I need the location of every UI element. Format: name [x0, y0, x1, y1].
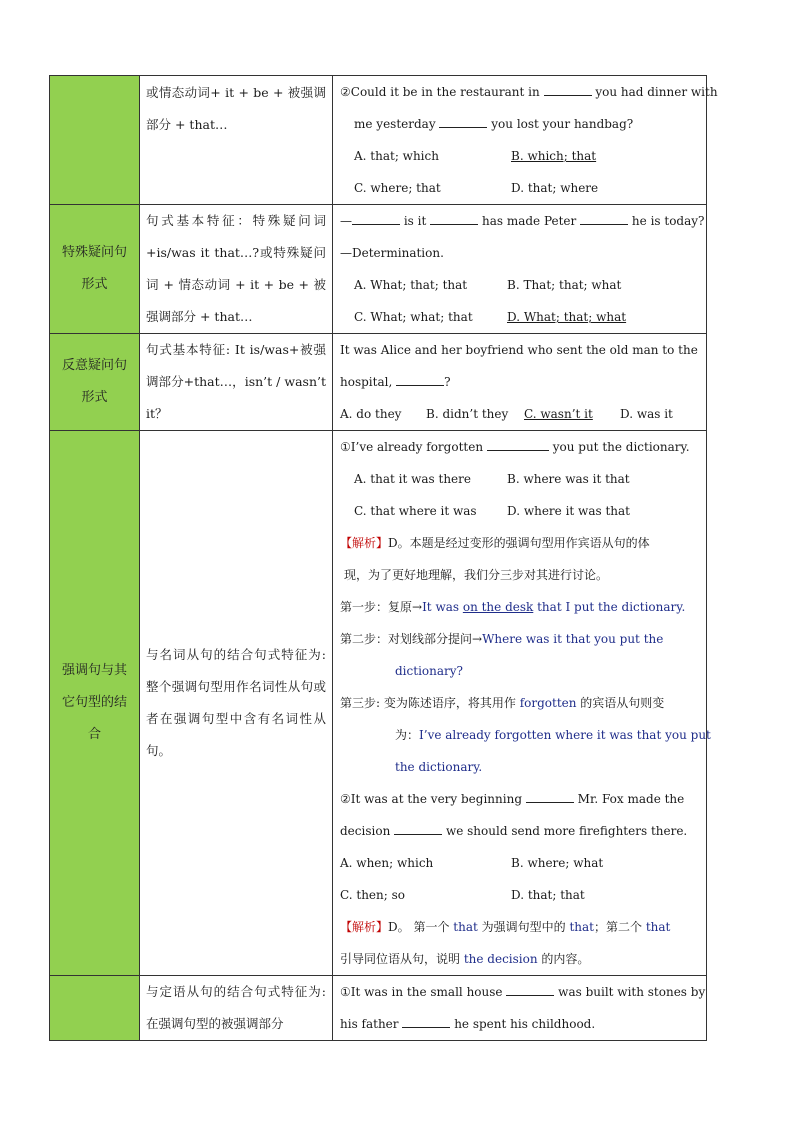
option-a: A. What; that; that	[354, 278, 468, 292]
feature-text: 或情态动词+ it + be + 被强调部分 + that…	[146, 85, 326, 132]
option-a: A. when; which	[340, 856, 434, 870]
options-line	[340, 398, 700, 430]
option-d: D. was it	[620, 407, 673, 421]
table-row	[50, 431, 707, 976]
option-c: C. that where it was	[354, 504, 477, 518]
answer-blank	[506, 983, 554, 996]
options-line	[340, 301, 700, 333]
feature-cell	[140, 76, 333, 205]
options-line	[340, 847, 700, 879]
option-c: C. where; that	[354, 181, 441, 195]
feature-text: 与定语从句的结合句式特征为: 在强调句型的被强调部分	[146, 984, 326, 1031]
answer-blank	[430, 212, 478, 225]
step-line: 第三步: 变为陈述语序，将其用作 forgotten 的宾语从句则变	[340, 696, 665, 710]
example-cell	[333, 76, 718, 205]
feature-cell	[140, 205, 333, 334]
option-d-correct: D. What; that; what	[507, 310, 627, 324]
feature-cell	[140, 334, 333, 431]
step-line: 第二步：对划线部分提问→Where was it that you put the	[340, 632, 664, 646]
option-c: C. What; what; that	[354, 310, 473, 324]
step-line: 第一步：复原→It was on the desk that I put the dictionary.	[340, 600, 686, 614]
option-b: B. where was it that	[507, 472, 630, 486]
option-a: A. that it was there	[354, 472, 471, 486]
table-row	[50, 76, 707, 205]
example-cell	[333, 205, 707, 334]
answer-line: —Determination.	[340, 246, 444, 260]
feature-text: 句式基本特征：特殊疑问词+is/was it that…?或特殊疑问词 + 情态动词 + it + be + 被强调部分 + that…	[146, 213, 326, 324]
analysis-tag: 【解析】	[340, 536, 389, 550]
grammar-table	[49, 75, 718, 1041]
options-line	[340, 269, 700, 301]
option-d: D. that; that	[511, 888, 585, 902]
question-line: decision we should send more firefighters there.	[340, 824, 688, 838]
underlined-part: on the desk	[462, 600, 534, 614]
option-d: D. where it was that	[507, 504, 630, 518]
category-cell	[50, 976, 140, 1041]
feature-text: 句式基本特征: It is/was+被强调部分+that…，isn’t / wasn’t it？	[146, 342, 326, 421]
step-line: the dictionary.	[395, 760, 483, 774]
step-line: 为：I’ve already forgotten where it was that you put	[395, 728, 711, 742]
option-b-correct: B. which; that	[511, 149, 597, 163]
table-row	[50, 976, 707, 1041]
question-line: ①I’ve already forgotten you put the dictionary.	[340, 440, 690, 454]
step-line: dictionary?	[395, 664, 463, 678]
category-cell: 特殊疑问句形式	[50, 205, 140, 334]
question-line: me yesterday you lost your handbag?	[354, 117, 634, 131]
question-line: ①It was in the small house was built with stones by	[340, 985, 706, 999]
question-line: — is it has made Peter he is today?	[340, 214, 705, 228]
options-line	[340, 879, 700, 911]
options-line	[340, 495, 700, 527]
option-a: A. do they	[340, 407, 402, 421]
option-b: B. where; what	[511, 856, 604, 870]
question-line: his father he spent his childhood.	[340, 1017, 596, 1031]
answer-blank	[487, 438, 549, 451]
example-cell	[333, 334, 707, 431]
analysis-line: 现，为了更好地理解，我们分三步对其进行讨论。	[344, 568, 609, 582]
answer-blank	[526, 790, 574, 803]
answer-blank	[352, 212, 400, 225]
category-cell	[50, 76, 140, 205]
option-c-correct: C. wasn’t it	[524, 407, 593, 421]
feature-text: 与名词从句的结合句式特征为: 整个强调句型用作名词性从句或者在强调句型中含有名词性从句。	[146, 647, 326, 758]
option-b: B. didn’t they	[426, 407, 509, 421]
answer-blank	[439, 115, 487, 128]
answer-blank	[396, 373, 444, 386]
option-c: C. then; so	[340, 888, 406, 902]
options-line	[340, 140, 700, 172]
option-a: A. that; which	[354, 149, 439, 163]
example-cell	[333, 976, 707, 1041]
options-line	[340, 463, 700, 495]
feature-cell	[140, 431, 333, 976]
analysis-line: 引导同位语从句，说明 the decision 的内容。	[340, 952, 590, 966]
example-cell	[333, 431, 711, 976]
answer-blank	[402, 1015, 450, 1028]
answer-blank	[580, 212, 628, 225]
option-b: B. That; that; what	[507, 278, 622, 292]
question-line: hospital, ?	[340, 375, 451, 389]
question-line: It was Alice and her boyfriend who sent the old man to the	[340, 343, 698, 357]
answer-blank	[394, 822, 442, 835]
feature-cell	[140, 976, 333, 1041]
table-row	[50, 334, 707, 431]
question-line: ②It was at the very beginning Mr. Fox made the	[340, 792, 685, 806]
question-line: ②Could it be in the restaurant in you had dinner with	[340, 85, 718, 99]
analysis-tag: 【解析】	[340, 920, 389, 934]
category-cell: 反意疑问句形式	[50, 334, 140, 431]
options-line	[340, 172, 700, 204]
analysis-line: 【解析】D。 第一个 that 为强调句型中的 that；第二个 that	[340, 920, 671, 934]
table-row	[50, 205, 707, 334]
answer-blank	[544, 83, 592, 96]
option-d: D. that; where	[511, 181, 599, 195]
category-cell: 强调句与其它句型的结合	[50, 431, 140, 976]
analysis-line: 【解析】D。本题是经过变形的强调句型用作宾语从句的体	[340, 536, 650, 550]
